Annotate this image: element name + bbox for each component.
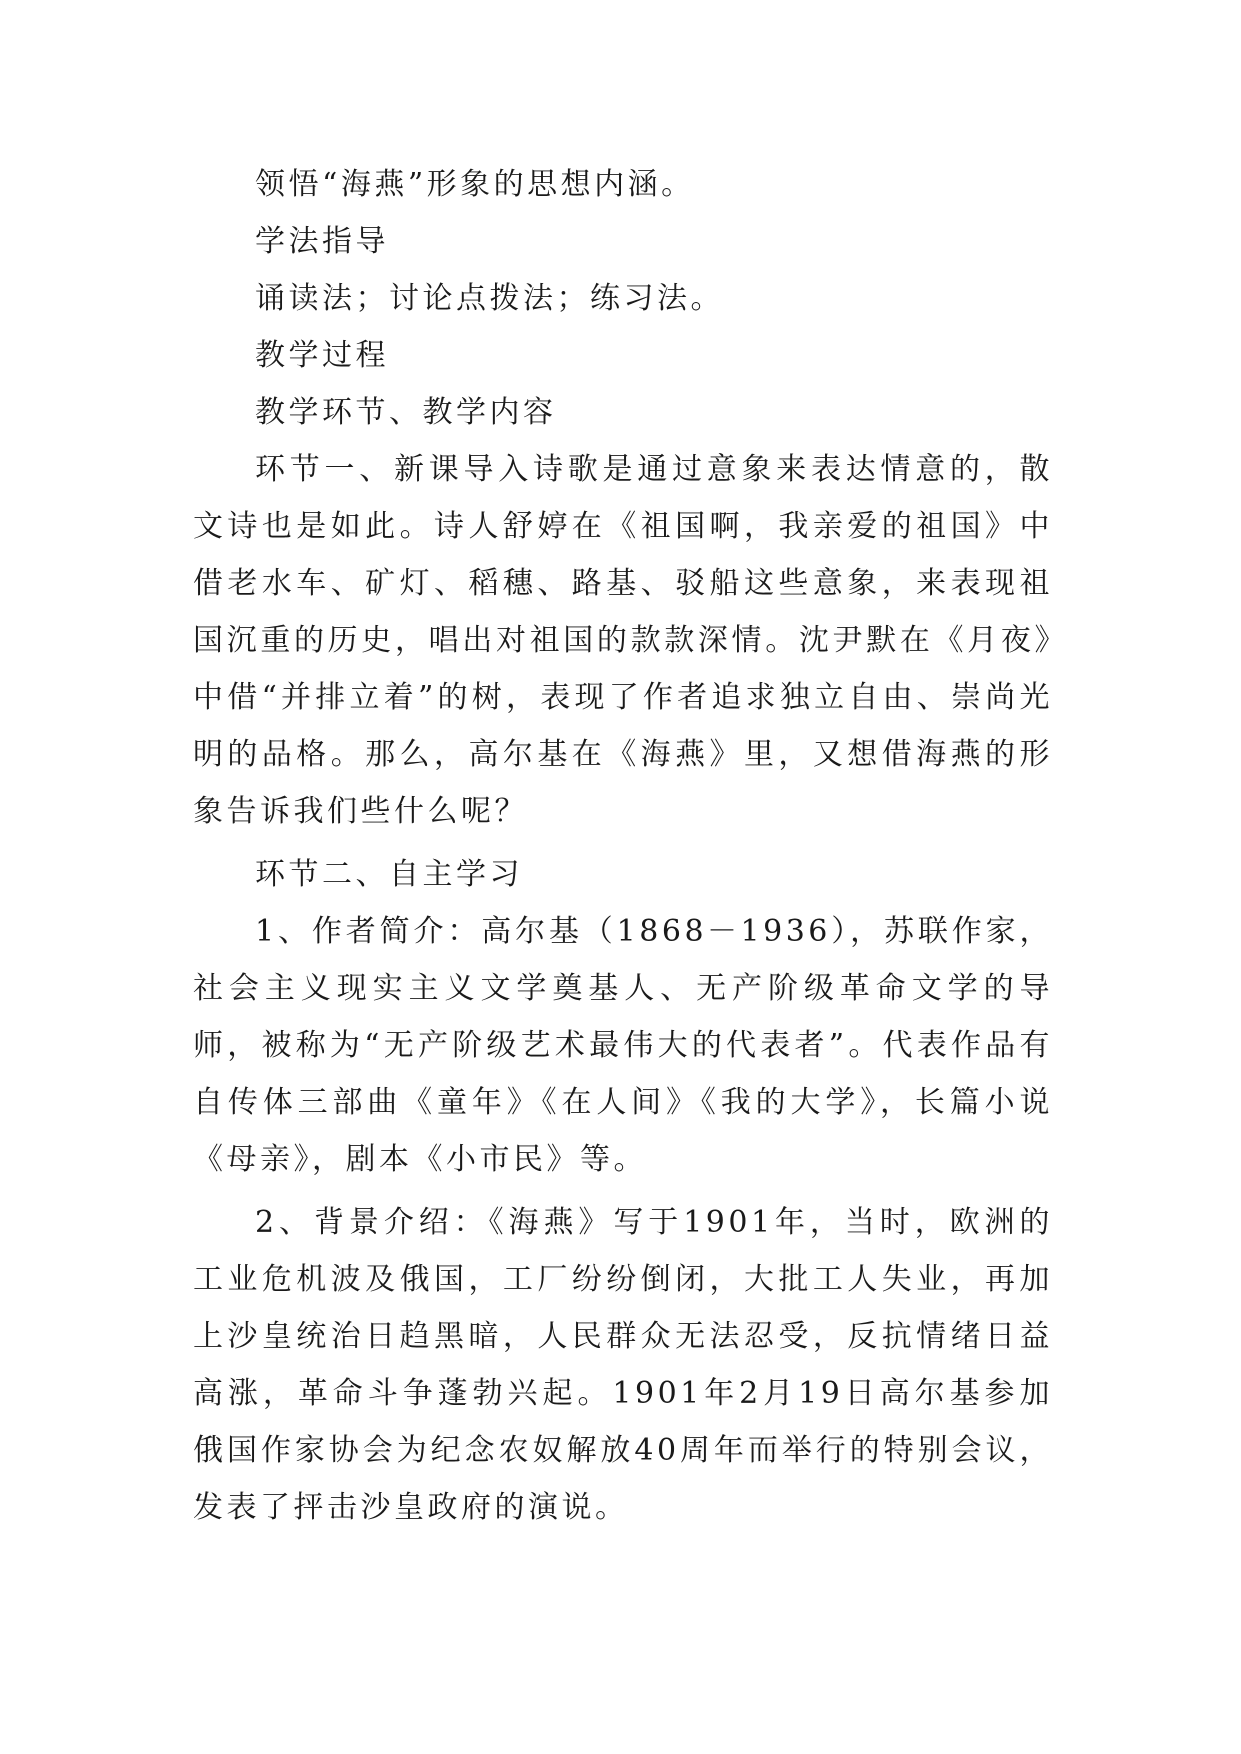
paragraph-step-one: 环节一、新课导入诗歌是通过意象来表达情意的，散文诗也是如此。诗人舒婷在《祖国啊，我亲爱的祖国》中借老水车、矿灯、稻穗、路基、驳船这些意象，来表现祖国沉重的历史，唱出对祖国的款款深情。沈尹默在《月夜》中借“并排立着”的树，表现了作者追求独立自由、崇尚光明的品格。那么，高尔基在《海燕》里，又想借海燕的形象告诉我们些什么呢？ <box>193 452 1053 829</box>
heading-teaching-steps: 教学环节、教学内容 <box>255 395 557 430</box>
heading-study-method: 学法指导 <box>255 224 389 259</box>
heading-teaching-process: 教学过程 <box>255 338 389 373</box>
paragraph-learning-goal: 领悟“海燕”形象的思想内涵。 <box>255 167 695 202</box>
heading-step-two: 环节二、自主学习 <box>255 857 523 892</box>
document-page <box>193 156 1053 1536</box>
paragraph-author-intro: 1、作者简介：高尔基（1868－1936），苏联作家，社会主义现实主义文学奠基人、无产阶级革命文学的导师，被称为“无产阶级艺术最伟大的代表者”。代表作品有自传体三部曲《童年》《在人间》《我的大学》，长篇小说《母亲》，剧本《小市民》等。 <box>193 914 1053 1177</box>
paragraph-study-method: 诵读法；讨论点拨法；练习法。 <box>255 281 724 316</box>
paragraph-background-intro: 2、背景介绍：《海燕》写于1901年，当时，欧洲的工业危机波及俄国，工厂纷纷倒闭，大批工人失业，再加上沙皇统治日趋黑暗，人民群众无法忍受，反抗情绪日益高涨，革命斗争蓬勃兴起。1901年2月19日高尔基参加俄国作家协会为纪念农奴解放40周年而举行的特别会议，发表了抨击沙皇政府的演说。 <box>193 1205 1053 1525</box>
